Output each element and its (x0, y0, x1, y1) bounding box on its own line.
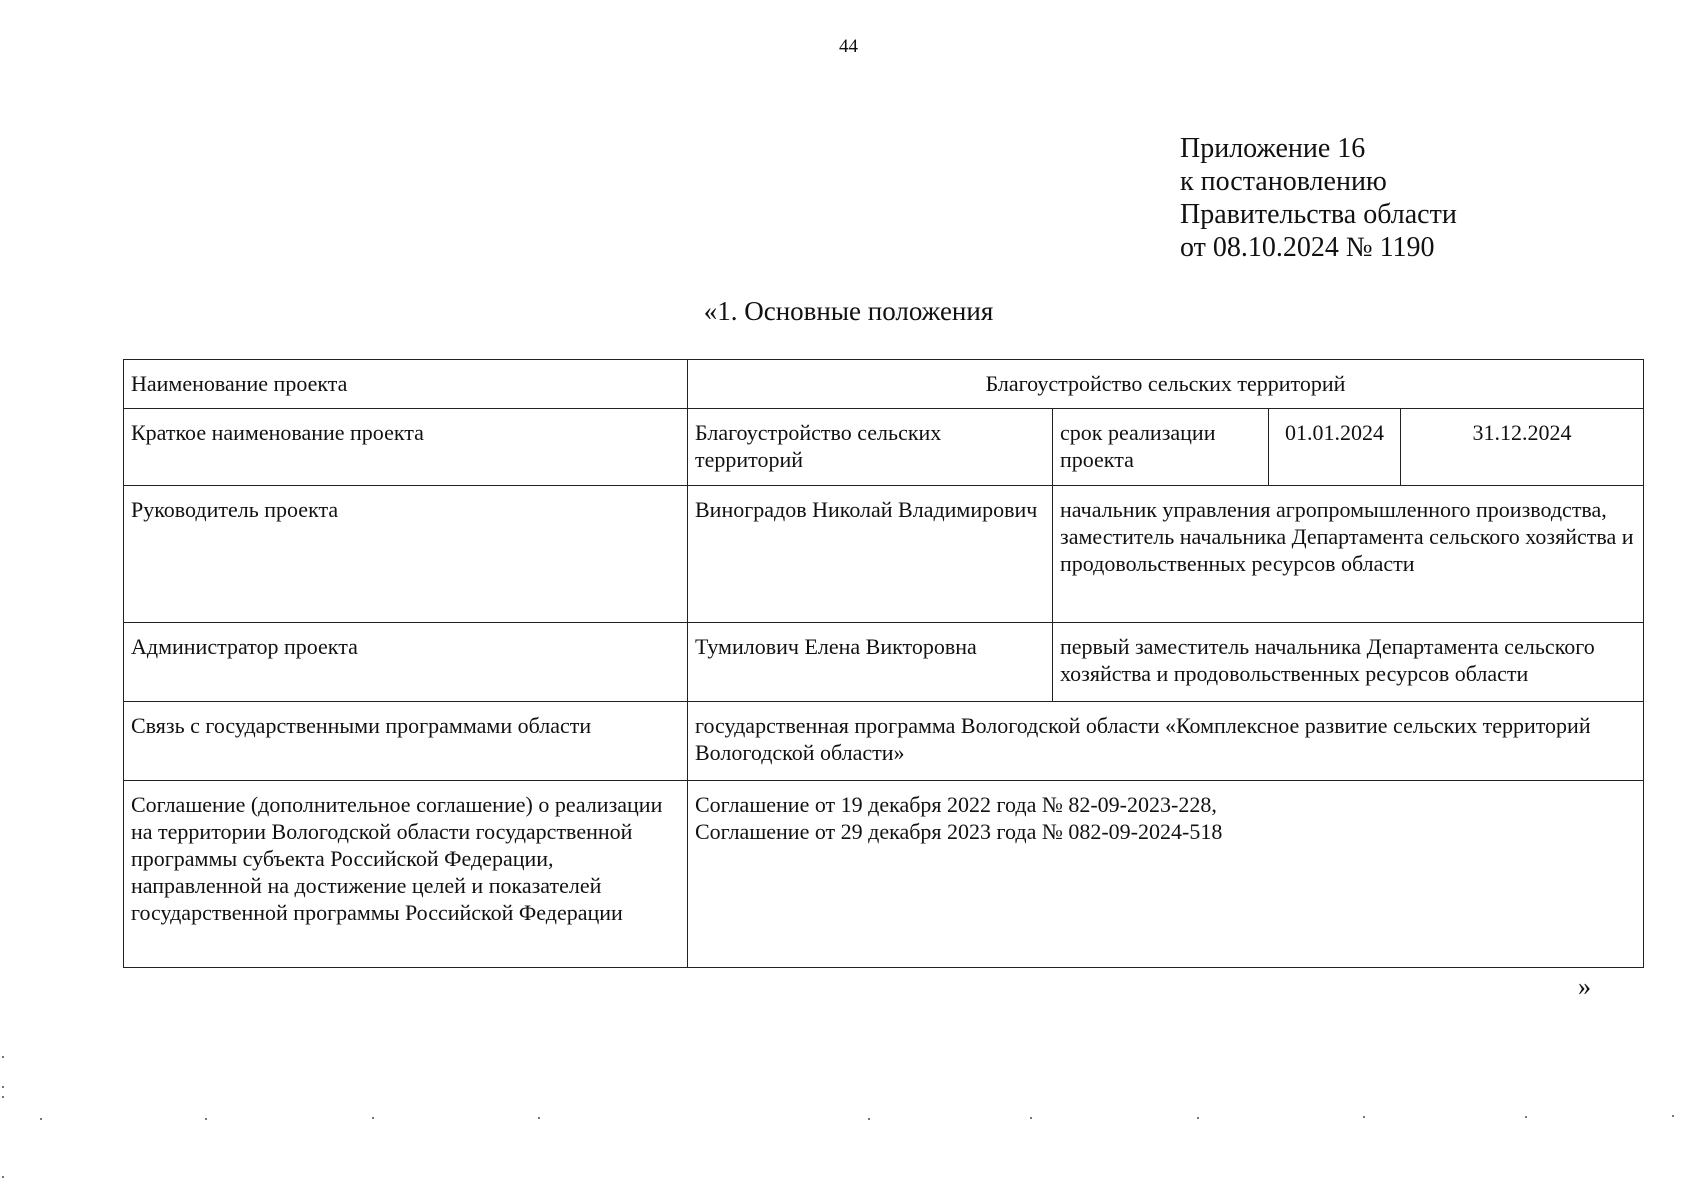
short-name-value: Благоустройство сельских территорий (688, 409, 1053, 486)
appendix-line-2: к постановлению (1180, 166, 1387, 197)
scan-speck (538, 1117, 540, 1119)
project-table (123, 359, 1644, 968)
table-row-agreement (124, 781, 1644, 968)
table-row-programs (124, 702, 1644, 781)
project-name-value: Благоустройство сельских территорий (688, 360, 1644, 409)
table-row-leader (124, 486, 1644, 623)
project-name-label: Наименование проекта (124, 360, 688, 409)
scan-speck (372, 1117, 374, 1119)
page-number: 44 (839, 36, 858, 57)
scan-speck (205, 1118, 207, 1120)
period-label: срок реализации проекта (1053, 409, 1269, 486)
administrator-position: первый заместитель начальника Департамента сельского хозяйства и продовольственных ресурсов области (1053, 623, 1644, 702)
leader-label: Руководитель проекта (124, 486, 688, 623)
table-row-short-name (124, 409, 1644, 486)
scan-speck (2, 1176, 4, 1178)
table-row-project-name (124, 360, 1644, 409)
agreement-line-2: Соглашение от 29 декабря 2023 года № 082-09-2024-518 (695, 819, 1223, 844)
scan-speck (2, 1086, 4, 1088)
section-title: «1. Основные положения (703, 296, 994, 326)
short-name-label: Краткое наименование проекта (124, 409, 688, 486)
scan-speck (2, 1096, 4, 1098)
programs-label: Связь с государственными программами области (124, 702, 688, 781)
appendix-line-4: от 08.10.2024 № 1190 (1180, 232, 1435, 263)
agreement-line-1: Соглашение от 19 декабря 2022 года № 82-09-2023-228, (695, 792, 1217, 817)
agreement-value (688, 781, 1644, 968)
scan-speck (1672, 1115, 1674, 1117)
scan-speck (1363, 1116, 1365, 1118)
appendix-header (1180, 132, 1457, 264)
leader-position: начальник управления агропромышленного производства, заместитель начальника Департамента сельского хозяйства и продовольственных ресурсов области (1053, 486, 1644, 623)
leader-name: Виноградов Николай Владимирович (688, 486, 1053, 623)
agreement-label: Соглашение (дополнительное соглашение) о реализации на территории Вологодской области государственной программы субъекта Российской Федерации, направленной на достижение целей и показателей государственной программы Российской Федерации (124, 781, 688, 968)
scan-speck (40, 1118, 42, 1120)
scan-speck (868, 1118, 870, 1120)
scan-speck (1197, 1117, 1199, 1119)
closing-quote: » (1578, 972, 1591, 1001)
scan-speck (2, 1056, 4, 1058)
administrator-label: Администратор проекта (124, 623, 688, 702)
appendix-line-3: Правительства области (1180, 199, 1457, 230)
start-date: 01.01.2024 (1269, 409, 1401, 486)
end-date: 31.12.2024 (1401, 409, 1644, 486)
administrator-name: Тумилович Елена Викторовна (688, 623, 1053, 702)
scan-speck (1525, 1116, 1527, 1118)
programs-value: государственная программа Вологодской области «Комплексное развитие сельских территорий Вологодской области» (688, 702, 1644, 781)
table-row-administrator (124, 623, 1644, 702)
appendix-line-1: Приложение 16 (1180, 133, 1366, 164)
scan-speck (1030, 1117, 1032, 1119)
